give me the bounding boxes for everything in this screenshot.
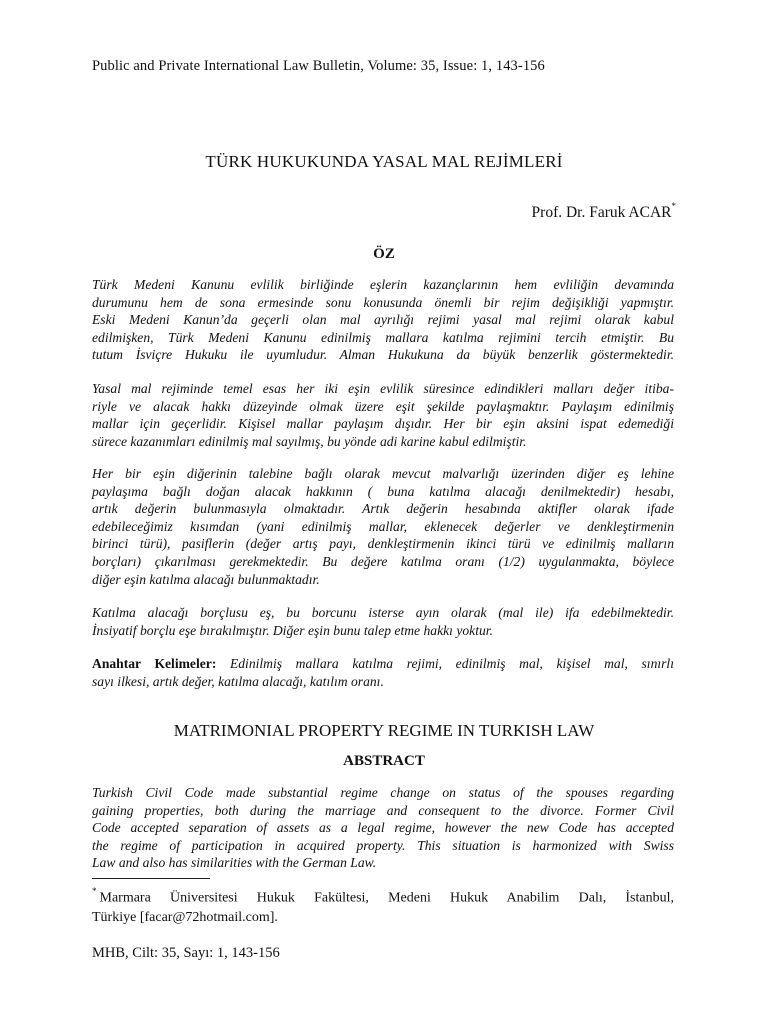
- oz-paragraph-2: [92, 380, 674, 450]
- text-line: mallar için geçerlidir. Kişisel mallar paylaşım dışıdır. Her bir eşin aksini ispat edemediği: [92, 416, 674, 432]
- footnote-line-1: [92, 884, 674, 908]
- text-line: paylaşıma bağlı doğan alacak hakkının ( buna katılma alacağı denilmektedir) hesabı,: [92, 483, 674, 499]
- text-line: borçları) çıkarılması gerekmektedir. Bu değere katılma oranı (1/2) uygulanmakta, böylece: [92, 553, 674, 569]
- text-line: Turkish Civil Code made substantial regime change on status of the spouses regarding: [92, 785, 674, 800]
- footnote: [92, 884, 674, 927]
- keywords-line-2: sayı ilkesi, artık değer, katılma alacağı, katılım oranı.: [92, 673, 384, 689]
- keywords-text: Edinilmiş mallara katılma rejimi, edinilmiş mal, kişisel mal, sınırlı: [216, 656, 674, 671]
- keywords-block: [92, 655, 674, 690]
- keywords-line-1: [92, 655, 674, 673]
- abstract-heading: ABSTRACT: [343, 753, 425, 769]
- oz-paragraph-4: [92, 604, 674, 639]
- oz-paragraph-3: [92, 465, 674, 588]
- text-line: edilmişken, Türk Medeni Kanunu edinilmiş mallara katılma rejimini tercih etmiştir. Bu: [92, 329, 674, 345]
- text-line: the regime of participation in acquired property. This situation is harmonized with Swiss: [92, 837, 674, 853]
- text-line: artık değerin bulunmasıyla olmaktadır. Artık değerin hesabında aktifler olarak ifade: [92, 501, 674, 517]
- abstract-paragraph: [92, 784, 674, 872]
- text-line: Code accepted separation of assets as a legal regime, however the new Code has accepted: [92, 820, 674, 836]
- text-line: birinci türü), pasiflerin (değer artış payı, denkleştirmenin ikinci türü ve edinilmiş malların: [92, 536, 674, 552]
- footnote-mark: *: [92, 886, 97, 896]
- text-line: Katılma alacağı borçlusu eş, bu borcunu isterse ayın olarak (mal ile) ifa edebilmektedir.: [92, 605, 674, 620]
- article-title-turkish: TÜRK HUKUKUNDA YASAL MAL REJİMLERİ: [205, 152, 563, 171]
- footnote-divider: [92, 878, 210, 879]
- text-line: diğer eşin katılma alacağı bulunmaktadır.: [92, 571, 320, 587]
- oz-paragraph-1: [92, 276, 674, 364]
- running-header: Public and Private International Law Bulletin, Volume: 35, Issue: 1, 143-156: [92, 58, 545, 74]
- running-footer: MHB, Cilt: 35, Sayı: 1, 143-156: [92, 945, 280, 961]
- author-name: Prof. Dr. Faruk ACAR: [531, 204, 672, 222]
- author-line: [532, 203, 676, 222]
- text-line: gaining properties, both during the marriage and consequent to the divorce. Former Civil: [92, 802, 674, 818]
- text-line: durumunu hem de sona ermesinde sonu konusunda önemli bir rejim değişikliği yapmıştır.: [92, 294, 674, 310]
- author-footnote-mark: *: [671, 201, 676, 211]
- text-line: tutum İsviçre Hukuku ile uyumludur. Alman Hukukuna da büyük benzerlik göstermektedir.: [92, 347, 674, 363]
- text-line: sürece kazanımları edinilmiş mal sayılmış, bu yönde adi karine kabul edilmiştir.: [92, 433, 527, 449]
- text-line: Her bir eşin diğerinin talebine bağlı olarak mevcut malvarlığı üzerinden diğer eş lehine: [92, 466, 674, 481]
- text-line: Yasal mal rejiminde temel esas her iki eşin evlilik süresince edindikleri malları değer itiba-: [92, 381, 674, 396]
- text-line: Eski Medeni Kanun’da geçerli olan mal ayrılığı rejimi yasal mal rejimi olarak kabul: [92, 312, 674, 328]
- oz-heading: ÖZ: [373, 246, 395, 262]
- footnote-text-1: Marmara Üniversitesi Hukuk Fakültesi, Medeni Hukuk Anabilim Dalı, İstanbul,: [99, 890, 674, 906]
- text-line: edebileceğimiz kısımdan (yani edinilmiş mallar, eklenecek değerler ve denkleştirmenin: [92, 518, 674, 534]
- keywords-label: Anahtar Kelimeler:: [92, 656, 217, 671]
- text-line: Law and also has similarities with the German Law.: [92, 855, 377, 871]
- text-line: İnsiyatif borçlu eşe bırakılmıştır. Diğer eşin bunu talep etme hakkı yoktur.: [92, 622, 493, 638]
- article-title-english: MATRIMONIAL PROPERTY REGIME IN TURKISH LAW: [173, 721, 595, 740]
- text-line: Türk Medeni Kanunu evlilik birliğinde eşlerin kazançlarının hem evliliğin devamında: [92, 277, 674, 292]
- footnote-line-2: Türkiye [facar@72hotmail.com].: [92, 909, 278, 925]
- text-line: riyle ve alacak hakkı düzeyinde olmak üzere eşit şekilde paylaşmaktır. Paylaşım edinilmiş: [92, 398, 674, 414]
